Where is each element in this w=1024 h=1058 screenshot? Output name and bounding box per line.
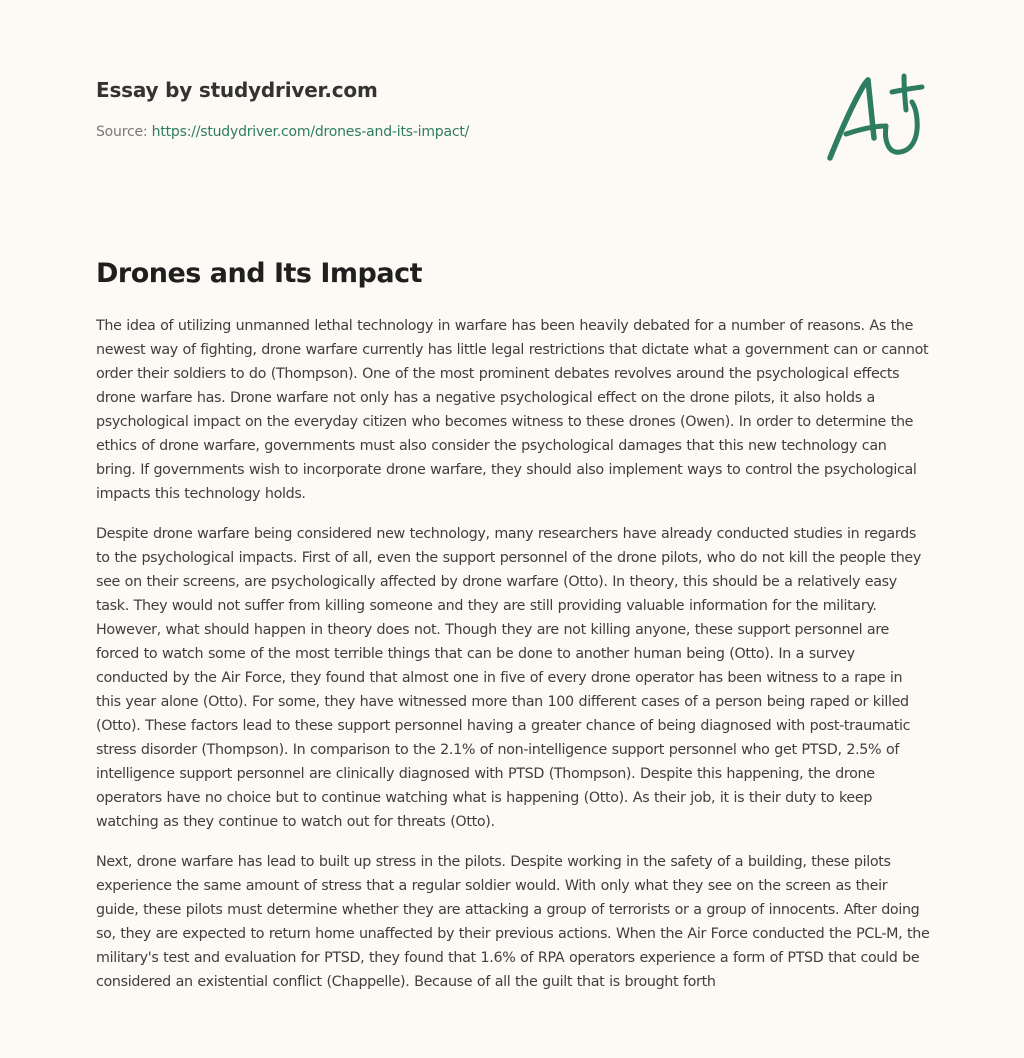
source-link[interactable]: https://studydriver.com/drones-and-its-impact/ (151, 124, 470, 140)
paragraph: Despite drone warfare being considered new technology, many researchers have already conducted studies in regards to the psychological impacts. First of all, even the support personnel of the drone pilots, who do not kill the people they see on their screens, are psychologically affected by drone warfare (Otto). In theory, this should be a relatively easy task. They would not suffer from killing someone and they are still providing valuable information for the military. However, what should happen in theory does not. Though they are not killing anyone, these support personnel are forced to watch some of the most terrible things that can be done to another human being (Otto). In a survey conducted by the Air Force, they found that almost one in five of every drone operator has been witness to a rape in this year alone (Otto). For some, they have witnessed more than 100 different cases of a person being raped or killed (Otto). These factors lead to these support personnel having a greater chance of being diagnosed with post-traumatic stress disorder (Thompson). In comparison to the 2.1% of non-intelligence support personnel who get PTSD, 2.5% of intelligence support personnel are clinically diagnosed with PTSD (Thompson). Despite this happening, the drone operators have no choice but to continue watching what is happening (Otto). As their job, it is their duty to keep watching as they continue to watch out for threats (Otto). (96, 526, 921, 830)
paragraph: Next, drone warfare has lead to built up stress in the pilots. Despite working in the safety of a building, these pilots experience the same amount of stress that a regular soldier would. With only what they see on the screen as their guide, these pilots must determine whether they are attacking a group of terrorists or a group of innocents. After doing so, they are expected to return home unaffected by their previous actions. When the Air Force conducted the PCL-M, the military's test and evaluation for PTSD, they found that 1.6% of RPA operators experience a form of PTSD that could be considered an existential conflict (Chappelle). Because of all the guilt that is brought forth (96, 854, 930, 990)
essay-body (96, 314, 930, 1010)
site-header (96, 74, 928, 142)
paragraph: The idea of utilizing unmanned lethal technology in warfare has been heavily debated for a number of reasons. As the newest way of fighting, drone warfare currently has little legal restrictions that dictate what a government can or cannot order their soldiers to do (Thompson). One of the most prominent debates revolves around the psychological effects drone warfare has. Drone warfare not only has a negative psychological effect on the drone pilots, it also holds a psychological impact on the everyday citizen who becomes witness to these drones (Owen). In order to determine the ethics of drone warfare, governments must also consider the psychological damages that this new technology can bring. If governments wish to incorporate drone warfare, they should also implement ways to control the psychological impacts this technology holds. (96, 318, 929, 502)
document-title: Drones and Its Impact (96, 258, 423, 289)
source-label: Source: (96, 124, 152, 140)
brand-title: Essay by studydriver.com (96, 78, 378, 102)
source-line (96, 122, 928, 142)
a-plus-grade-icon (822, 68, 928, 164)
